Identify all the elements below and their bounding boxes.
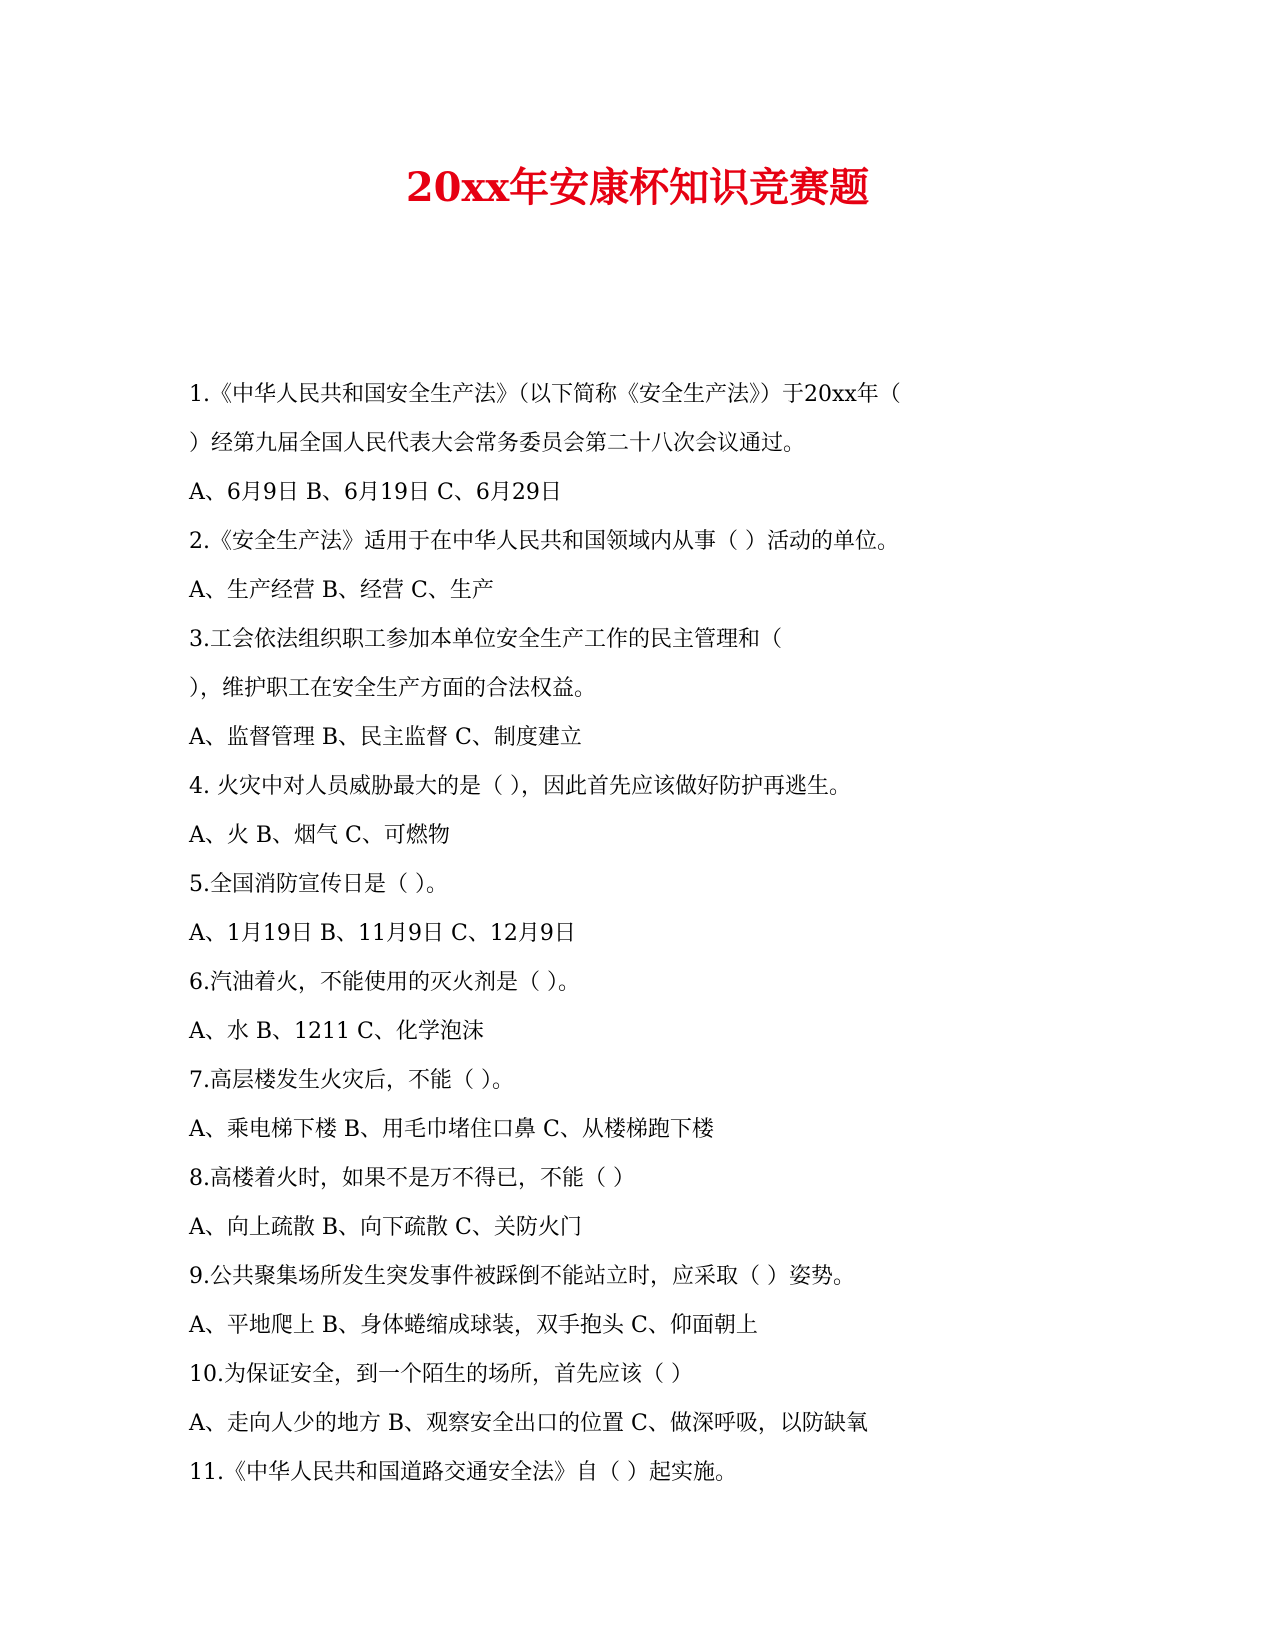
text-line: ），维护职工在安全生产方面的合法权益。 bbox=[189, 676, 597, 701]
text-line: 8.高楼着火时，如果不是万不得已，不能（ ） bbox=[189, 1166, 635, 1191]
text-line: 11.《中华人民共和国道路交通安全法》自（ ）起实施。 bbox=[189, 1460, 737, 1485]
text-line: 9.公共聚集场所发生突发事件被踩倒不能站立时，应采取（ ）姿势。 bbox=[189, 1264, 855, 1289]
text-line: A、6月9日 B、6月19日 C、6月29日 bbox=[189, 480, 562, 505]
text-line: 7.高层楼发生火灾后，不能（ ）。 bbox=[189, 1068, 514, 1093]
text-line: A、平地爬上 B、身体蜷缩成球装，双手抱头 C、仰面朝上 bbox=[189, 1313, 758, 1338]
text-line: 6.汽油着火，不能使用的灭火剂是（ ）。 bbox=[189, 970, 580, 995]
text-line: A、生产经营 B、经营 C、生产 bbox=[189, 578, 494, 603]
text-line: 5.全国消防宣传日是（ ）。 bbox=[189, 872, 448, 897]
text-line: 4. 火灾中对人员威胁最大的是（ ），因此首先应该做好防护再逃生。 bbox=[189, 774, 851, 799]
text-line: 10.为保证安全，到一个陌生的场所，首先应该（ ） bbox=[189, 1362, 693, 1387]
text-line: A、监督管理 B、民主监督 C、制度建立 bbox=[189, 725, 582, 750]
text-line: A、火 B、烟气 C、可燃物 bbox=[189, 823, 450, 848]
text-line: A、走向人少的地方 B、观察安全出口的位置 C、做深呼吸，以防缺氧 bbox=[189, 1411, 868, 1436]
quiz-content bbox=[189, 370, 1089, 1497]
text-line: A、水 B、1211 C、化学泡沫 bbox=[189, 1019, 484, 1044]
text-line: 1.《中华人民共和国安全生产法》（以下简称《安全生产法》）于20xx年（ bbox=[189, 382, 901, 407]
text-line: A、1月19日 B、11月9日 C、12月9日 bbox=[189, 921, 576, 946]
text-line: A、乘电梯下楼 B、用毛巾堵住口鼻 C、从楼梯跑下楼 bbox=[189, 1117, 714, 1142]
document-title: 20xx年安康杯知识竞赛题 bbox=[405, 164, 870, 211]
text-line: ）经第九届全国人民代表大会常务委员会第二十八次会议通过。 bbox=[189, 431, 806, 456]
text-line: A、向上疏散 B、向下疏散 C、关防火门 bbox=[189, 1215, 582, 1240]
text-line: 2.《安全生产法》适用于在中华人民共和国领域内从事（ ）活动的单位。 bbox=[189, 529, 899, 554]
text-line: 3.工会依法组织职工参加本单位安全生产工作的民主管理和（ bbox=[189, 627, 782, 652]
